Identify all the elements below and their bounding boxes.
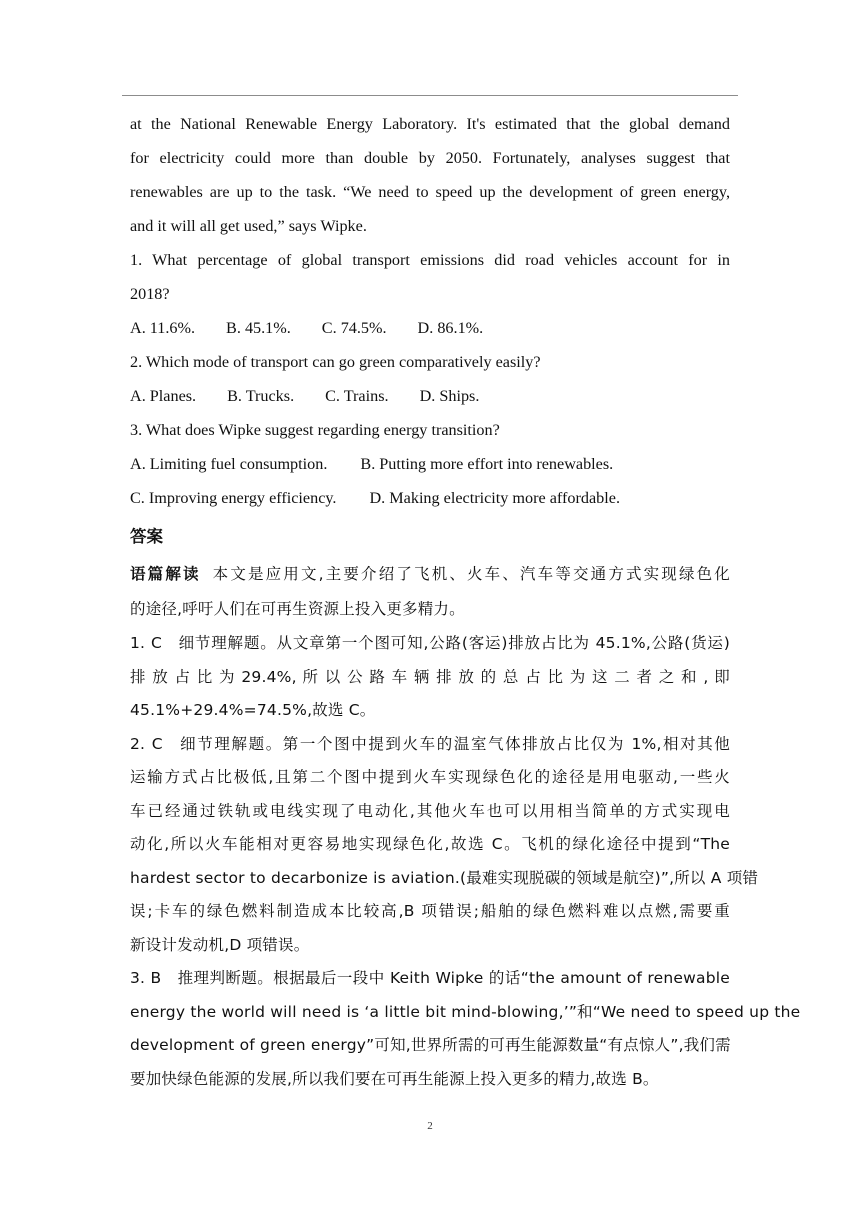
option-c: C. Improving energy efficiency. — [130, 489, 337, 507]
option-d: D. Ships. — [419, 387, 480, 405]
reading-line — [130, 557, 730, 592]
question-options — [130, 379, 730, 413]
answer-line: 要加快绿色能源的发展,所以我们要在可再生能源上投入更多的精力,故选 B。 — [130, 1069, 659, 1088]
answer-number: 3. B — [130, 969, 162, 987]
option-a: A. Limiting fuel consumption. — [130, 455, 328, 473]
answer-line: hardest sector to decarbonize is aviation.(最难实现脱碳的领域是航空)”,所以 A 项错 — [130, 868, 759, 887]
answer-number: 1. C — [130, 634, 162, 652]
passage-line: at the National Renewable Energy Laboratory. It's estimated that the global demand — [130, 115, 730, 133]
question-3 — [130, 413, 730, 515]
question-stem: 1. What percentage of global transport emissions did road vehicles account for in — [130, 251, 730, 269]
answer-line — [130, 728, 730, 762]
answer-line — [130, 627, 730, 661]
answer-number: 2. C — [130, 734, 163, 753]
answer-text: 推理判断题。根据最后一段中 Keith Wipke 的话“the amount of renewable — [177, 969, 730, 987]
option-c: C. Trains. — [325, 387, 389, 405]
reading-label: 语篇解读 — [130, 565, 201, 583]
answer-section-title: 答案 — [130, 527, 163, 546]
answer-line — [130, 962, 730, 996]
answer-line: 误;卡车的绿色燃料制造成本比较高,B 项错误;船舶的绿色燃料难以点燃,需要重 — [130, 902, 730, 920]
answer-line: 运输方式占比极低,且第二个图中提到火车实现绿色化的途径是用电驱动,一些火 — [130, 768, 730, 786]
page-number: 2 — [427, 1120, 433, 1132]
answer-line: energy the world will need is ‘a little bit mind-blowing,’”和“We need to speed up the — [130, 1002, 801, 1021]
answer-text: 细节理解题。第一个图中提到火车的温室气体排放占比仅为 1%,相对其他 — [178, 734, 730, 753]
option-a: A. Planes. — [130, 387, 197, 405]
answer-line: 车已经通过铁轨或电线实现了电动化,其他火车也可以用相当简单的方式实现电 — [130, 801, 730, 820]
answer-line: development of green energy”可知,世界所需的可再生能源数量“有点惊人”,我们需 — [130, 1036, 731, 1054]
option-c: C. 74.5%. — [321, 319, 387, 337]
question-options — [130, 311, 730, 345]
question-options — [130, 481, 730, 515]
option-a: A. 11.6%. — [130, 319, 196, 337]
option-d: D. 86.1%. — [417, 319, 484, 337]
reading-line: 的途径,呼吁人们在可再生资源上投入更多精力。 — [130, 600, 465, 618]
reading-text: 本文是应用文,主要介绍了飞机、火车、汽车等交通方式实现绿色化 — [212, 565, 730, 583]
option-b: B. 45.1%. — [226, 319, 291, 337]
question-1 — [130, 243, 730, 345]
passage-line: for electricity could more than double by 2050. Fortunately, analyses suggest that — [130, 149, 730, 167]
answer-line: 新设计发动机,D 项错误。 — [130, 935, 310, 954]
header-divider — [122, 95, 738, 96]
question-stem: 2. Which mode of transport can go green comparatively easily? — [130, 353, 541, 371]
option-d: D. Making electricity more affordable. — [369, 489, 620, 507]
passage-text — [130, 107, 730, 243]
answer-analysis — [130, 627, 801, 1096]
answer-line: 45.1%+29.4%=74.5%,故选 C。 — [130, 701, 376, 719]
question-stem: 3. What does Wipke suggest regarding energy transition? — [130, 421, 500, 439]
passage-line: renewables are up to the task. “We need to speed up the development of green energy, — [130, 183, 730, 201]
option-b: B. Putting more effort into renewables. — [360, 455, 614, 473]
question-options — [130, 447, 730, 481]
answer-line: 排 放 占 比 为 29.4%, 所 以 公 路 车 辆 排 放 的 总 占 比 为 这 二 者 之 和 , 即 — [130, 667, 730, 686]
passage-line: and it will all get used,” says Wipke. — [130, 217, 367, 235]
page-content — [130, 107, 801, 1096]
reading-interpretation — [130, 557, 730, 627]
answer-text: 细节理解题。从文章第一个图可知,公路(客运)排放占比为 45.1%,公路(货运) — [177, 634, 730, 652]
question-stem: 2018? — [130, 285, 170, 303]
option-b: B. Trucks. — [227, 387, 295, 405]
question-2 — [130, 345, 730, 413]
answer-line: 动化,所以火车能相对更容易地实现绿色化,故选 C。飞机的绿化途径中提到“The — [130, 835, 730, 853]
